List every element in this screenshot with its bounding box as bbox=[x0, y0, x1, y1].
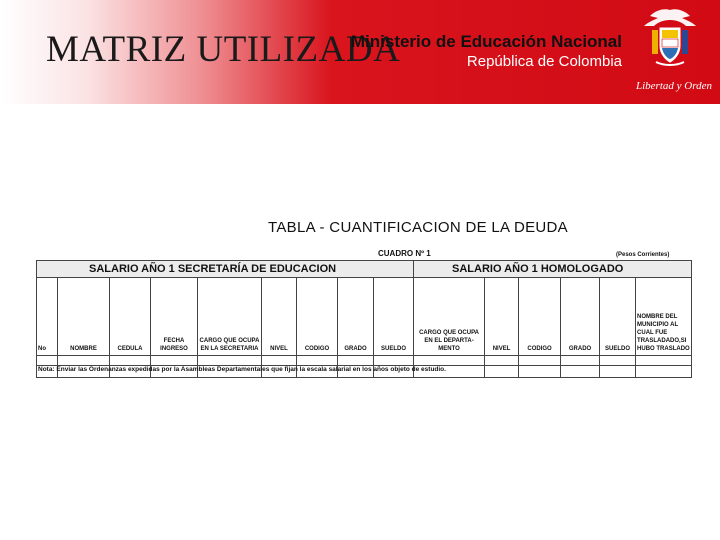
document-title: TABLA - CUANTIFICACION DE LA DEUDA bbox=[268, 219, 568, 236]
column-header: SUELDO bbox=[600, 278, 636, 356]
column-header: NOMBRE DEL MUNICIPIO AL CUAL FUE TRASLADADO,SI HUBO TRASLADO bbox=[636, 278, 692, 356]
column-header: No bbox=[37, 278, 58, 356]
ministry-name: Ministerio de Educación Nacional bbox=[350, 32, 622, 51]
column-header: CARGO QUE OCUPA EN LA SECRETARIA bbox=[198, 278, 262, 356]
column-header: CODIGO bbox=[519, 278, 561, 356]
republic-name: República de Colombia bbox=[466, 53, 622, 70]
debt-quantification-table bbox=[36, 260, 692, 378]
column-header: CEDULA bbox=[110, 278, 151, 356]
column-header: FECHA INGRESO bbox=[151, 278, 198, 356]
colombia-coat-of-arms-icon bbox=[638, 6, 702, 68]
section-right-header: SALARIO AÑO 1 HOMOLOGADO bbox=[414, 261, 692, 278]
table-row bbox=[37, 356, 692, 366]
section-left-header: SALARIO AÑO 1 SECRETARÍA DE EDUCACION bbox=[37, 261, 414, 278]
header-banner bbox=[0, 0, 720, 104]
column-header: CARGO QUE OCUPA EN EL DEPARTA- MENTO bbox=[414, 278, 485, 356]
column-header: CODIGO bbox=[297, 278, 338, 356]
column-header: NOMBRE bbox=[58, 278, 110, 356]
column-header: GRADO bbox=[338, 278, 374, 356]
column-header: SUELDO bbox=[374, 278, 414, 356]
slide-title: MATRIZ UTILIZADA bbox=[46, 29, 401, 70]
cuadro-label: CUADRO Nº 1 bbox=[378, 249, 431, 258]
units-label: (Pesos Corrientes) bbox=[616, 252, 670, 258]
column-header: NIVEL bbox=[262, 278, 297, 356]
column-header: GRADO bbox=[561, 278, 600, 356]
motto-text: Libertad y Orden bbox=[636, 80, 712, 92]
table-note: Nota: Enviar las Ordenanzas expedidas por la Asambleas Departamentales que fijan la escala salarial en los años objeto de estudio. bbox=[38, 366, 446, 373]
column-header: NIVEL bbox=[485, 278, 519, 356]
